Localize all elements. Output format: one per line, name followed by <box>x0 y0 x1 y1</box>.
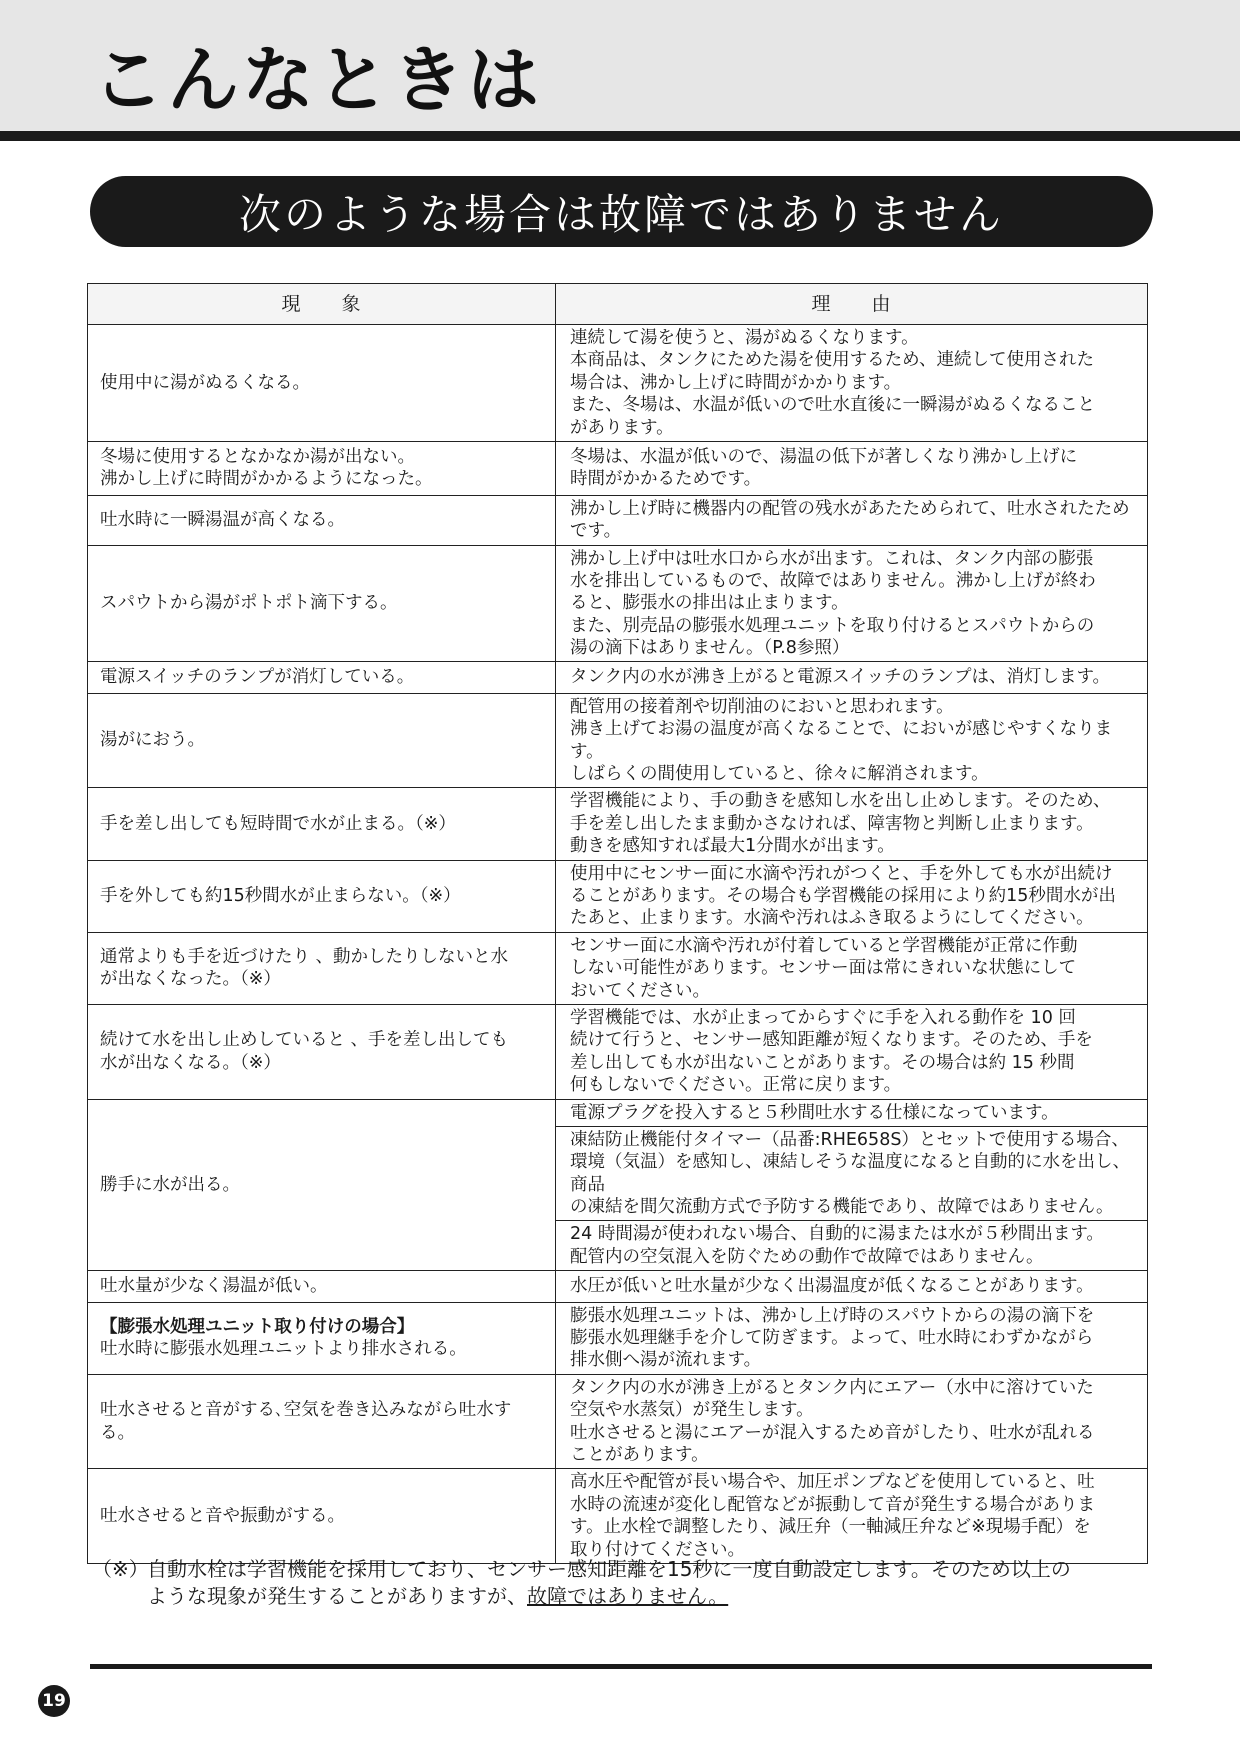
phenomenon-text: が出なくなった。（※） <box>100 969 281 990</box>
reason-cell <box>556 860 1148 932</box>
reason-line: 学習機能により、手の動きを感知し水を出し止めします。そのため、 <box>570 791 1111 812</box>
phenomenon-text: 電源スイッチのランプが消灯している。 <box>100 667 415 688</box>
phenomenon-cell <box>88 495 556 545</box>
table-row <box>88 932 1148 1004</box>
reason-line: センサー面に水滴や汚れが付着していると学習機能が正常に作動 <box>570 935 1078 956</box>
table-row <box>88 1271 1148 1302</box>
reason-line: タンク内の水が沸き上がるとタンク内にエアー（水中に溶けていた <box>570 1377 1094 1398</box>
phenomenon-cell <box>88 788 556 860</box>
phenomenon-text: 使用中に湯がぬるくなる。 <box>100 372 310 393</box>
table-row <box>88 441 1148 495</box>
phenomenon-cell <box>88 693 556 788</box>
reason-line: 沸かし上げ中は吐水口から水が出ます。これは、タンク内部の膨張 <box>570 548 1094 569</box>
footnote-body <box>92 1556 1152 1610</box>
reason-cell <box>556 788 1148 860</box>
footnote-line-1: 自動水栓は学習機能を採用しており、センサー感知距離を15秒に一度自動設定します。そのため以上の <box>147 1557 1071 1581</box>
reason-line: 凍結防止機能付タイマー（品番:RHE658S）とセットで使用する場合、 <box>570 1129 1129 1150</box>
table-row <box>88 662 1148 693</box>
reason-line: 配管内の空気混入を防ぐための動作で故障ではありません。 <box>570 1246 1044 1267</box>
phenomenon-cell <box>88 860 556 932</box>
section-banner <box>90 176 1153 247</box>
phenomenon-text: 吐水させると音がする､空気を巻き込みながら吐水する。 <box>100 1400 512 1443</box>
phenomenon-cell <box>88 1302 556 1374</box>
reason-line: 水圧が低いと吐水量が少なく出湯温度が低くなることがあります。 <box>570 1276 1094 1297</box>
reason-cell <box>556 1469 1148 1564</box>
banner-text: 次のような場合は故障ではありません <box>238 189 1004 239</box>
phenomenon-text: 手を外しても約15秒間水が止まらない。（※） <box>100 885 461 906</box>
phenomenon-text: 手を差し出しても短時間で水が止まる。（※） <box>100 813 456 834</box>
reason-line: があります。 <box>570 417 674 438</box>
phenomenon-text: 通常よりも手を近づけたり 、動かしたりしないと水 <box>100 946 509 967</box>
page-number-badge <box>38 1685 70 1717</box>
reason-line: 電源プラグを投入すると５秒間吐水する仕様になっています。 <box>570 1102 1059 1123</box>
reason-line: 高水圧や配管が長い場合や、加圧ポンプなどを使用していると、吐 <box>570 1472 1095 1493</box>
table-header-row <box>88 284 1148 325</box>
reason-line: 取り付けてください。 <box>570 1539 745 1560</box>
footnote-mark: （※） <box>92 1557 149 1581</box>
reason-line: 連続して湯を使うと、湯がぬるくなります。 <box>570 328 919 348</box>
header-rule <box>0 131 1240 141</box>
phenomenon-text: 冬場に使用するとなかなか湯が出ない。 <box>100 446 415 467</box>
bottom-rule <box>90 1664 1152 1669</box>
phenomenon-text: 続けて水を出し止めしていると 、手を差し出しても <box>100 1030 509 1051</box>
phenomenon-cell <box>88 441 556 495</box>
reason-line: 湯の滴下はありません。（P.8参照） <box>570 638 850 659</box>
reason-line: 配管用の接着剤や切削油のにおいと思われます。 <box>570 696 954 717</box>
phenomenon-text: 吐水させると音や振動がする。 <box>100 1505 345 1526</box>
reason-line: 沸き上げてお湯の温度が高くなることで、においが感じやすくなります。 <box>570 719 1113 762</box>
reason-line: 24 時間湯が使われない場合、自動的に湯または水が５秒間出ます。 <box>570 1224 1104 1245</box>
reason-line: 手を差し出したまま動かさなければ、障害物と判断し止まります。 <box>570 813 1094 834</box>
reason-line: す。止水栓で調整したり、減圧弁（一軸減圧弁など※現場手配）を <box>570 1517 1091 1538</box>
troubleshooting-table <box>87 283 1148 1564</box>
reason-line: ることがあります。その場合も学習機能の採用により約15秒間水が出 <box>570 885 1116 906</box>
page-number: 19 <box>42 1691 66 1711</box>
reason-line: 膨張水処理継手を介して防ぎます。よって、吐水時にわずかながら <box>570 1328 1094 1349</box>
page-title: こんなときは <box>92 38 543 122</box>
reason-line: 時間がかかるためです。 <box>570 469 762 490</box>
phenomenon-cell <box>88 1271 556 1302</box>
phenomenon-text: 沸かし上げに時間がかかるようになった。 <box>100 469 433 490</box>
reason-cell <box>556 932 1148 1004</box>
reason-line: しばらくの間使用していると、徐々に解消されます。 <box>570 764 989 785</box>
reason-cell <box>556 1271 1148 1302</box>
footnote <box>92 1556 1152 1610</box>
reason-cell <box>556 662 1148 693</box>
phenomenon-cell <box>88 545 556 662</box>
reason-line: ことがあります。 <box>570 1444 709 1465</box>
reason-line: 沸かし上げ時に機器内の配管の残水があたためられて、吐水されたためです。 <box>570 498 1130 542</box>
reason-line: おいてください。 <box>570 980 710 1001</box>
phenomenon-cell <box>88 1099 556 1271</box>
reason-line: たあと、止まります。水滴や汚れはふき取るようにしてください。 <box>570 908 1094 929</box>
reason-cell <box>556 495 1148 545</box>
phenomenon-cell <box>88 1374 556 1469</box>
reason-cell <box>556 441 1148 495</box>
reason-cell <box>556 1221 1148 1271</box>
header-reason: 理 由 <box>556 284 1148 325</box>
phenomenon-text: 吐水時に膨張水処理ユニットより排水される。 <box>100 1339 467 1360</box>
table-row <box>88 1302 1148 1374</box>
phenomenon-text: 水が出なくなる。（※） <box>100 1052 281 1073</box>
reason-line: 動きを感知すれば最大1分間水が出ます。 <box>570 836 895 857</box>
reason-line: 環境（気温）を感知し、凍結しそうな温度になると自動的に水を出し、商品 <box>570 1152 1130 1195</box>
reason-line: タンク内の水が沸き上がると電源スイッチのランプは、消灯します。 <box>570 667 1111 688</box>
reason-cell <box>556 1126 1148 1221</box>
reason-line: 場合は、沸かし上げに時間がかかります。 <box>570 372 902 393</box>
table-row <box>88 545 1148 662</box>
phenomenon-cell <box>88 1469 556 1564</box>
reason-line: しない可能性があります。センサー面は常にきれいな状態にして <box>570 958 1077 979</box>
reason-line: 使用中にセンサー面に水滴や汚れがつくと、手を外しても水が出続け <box>570 863 1113 884</box>
reason-line: 何もしないでください。正常に戻ります。 <box>570 1075 902 1096</box>
reason-line: ると、膨張水の排出は止まります。 <box>570 593 849 614</box>
reason-cell <box>556 1004 1148 1099</box>
footnote-emphasis: 故障ではありません。 <box>527 1584 729 1608</box>
reason-line: 膨張水処理ユニットは、沸かし上げ時のスパウトからの湯の滴下を <box>570 1305 1095 1326</box>
phenomenon-text: 湯がにおう。 <box>100 730 205 751</box>
phenomenon-cell <box>88 325 556 442</box>
phenomenon-heading: 【膨張水処理ユニット取り付けの場合】 <box>100 1316 415 1337</box>
table-row <box>88 1469 1148 1564</box>
phenomenon-cell <box>88 1004 556 1099</box>
table-row <box>88 1374 1148 1469</box>
reason-cell <box>556 545 1148 662</box>
reason-cell <box>556 325 1148 442</box>
table-row <box>88 325 1148 442</box>
reason-line: 続けて行うと、センサー感知距離が短くなります。そのため、手を <box>570 1030 1093 1051</box>
phenomenon-text: 勝手に水が出る。 <box>100 1174 240 1195</box>
reason-line: 水時の流速が変化し配管などが振動して音が発生する場合がありま <box>570 1494 1095 1515</box>
reason-cell <box>556 1099 1148 1126</box>
reason-cell <box>556 1374 1148 1469</box>
reason-line: また、冬場は、水温が低いので吐水直後に一瞬湯がぬるくなること <box>570 395 1095 416</box>
reason-line: 水を排出しているもので、故障ではありません。沸かし上げが終わ <box>570 570 1096 591</box>
reason-line: 排水側へ湯が流れます。 <box>570 1350 762 1371</box>
table-row <box>88 860 1148 932</box>
footnote-line-2: ような現象が発生することがありますが、 <box>147 1584 527 1608</box>
phenomenon-text: 吐水時に一瞬湯温が高くなる。 <box>100 509 345 530</box>
phenomenon-cell <box>88 662 556 693</box>
phenomenon-text: スパウトから湯がポトポト滴下する。 <box>100 593 398 614</box>
reason-line: 空気や水蒸気）が発生します。 <box>570 1400 814 1421</box>
reason-line: また、別売品の膨張水処理ユニットを取り付けるとスパウトからの <box>570 615 1095 636</box>
reason-line: 差し出しても水が出ないことがあります。その場合は約 15 秒間 <box>570 1052 1075 1073</box>
table-row <box>88 788 1148 860</box>
reason-line: 学習機能では、水が止まってからすぐに手を入れる動作を 10 回 <box>570 1007 1076 1028</box>
reason-cell <box>556 1302 1148 1374</box>
reason-line: 吐水させると湯にエアーが混入するため音がしたり、吐水が乱れる <box>570 1422 1095 1443</box>
table-row <box>88 1004 1148 1099</box>
phenomenon-text: 吐水量が少なく湯温が低い。 <box>100 1276 328 1297</box>
reason-line: 本商品は、タンクにためた湯を使用するため、連続して使用された <box>570 350 1094 371</box>
table-row <box>88 495 1148 545</box>
table-row <box>88 693 1148 788</box>
header-phenomenon: 現 象 <box>88 284 556 325</box>
reason-line: 冬場は、水温が低いので、湯温の低下が著しくなり沸かし上げに <box>570 446 1078 467</box>
phenomenon-cell <box>88 932 556 1004</box>
reason-line: の凍結を間欠流動方式で予防する機能であり、故障ではありません。 <box>570 1197 1114 1218</box>
table-row <box>88 1099 1148 1126</box>
reason-cell <box>556 693 1148 788</box>
